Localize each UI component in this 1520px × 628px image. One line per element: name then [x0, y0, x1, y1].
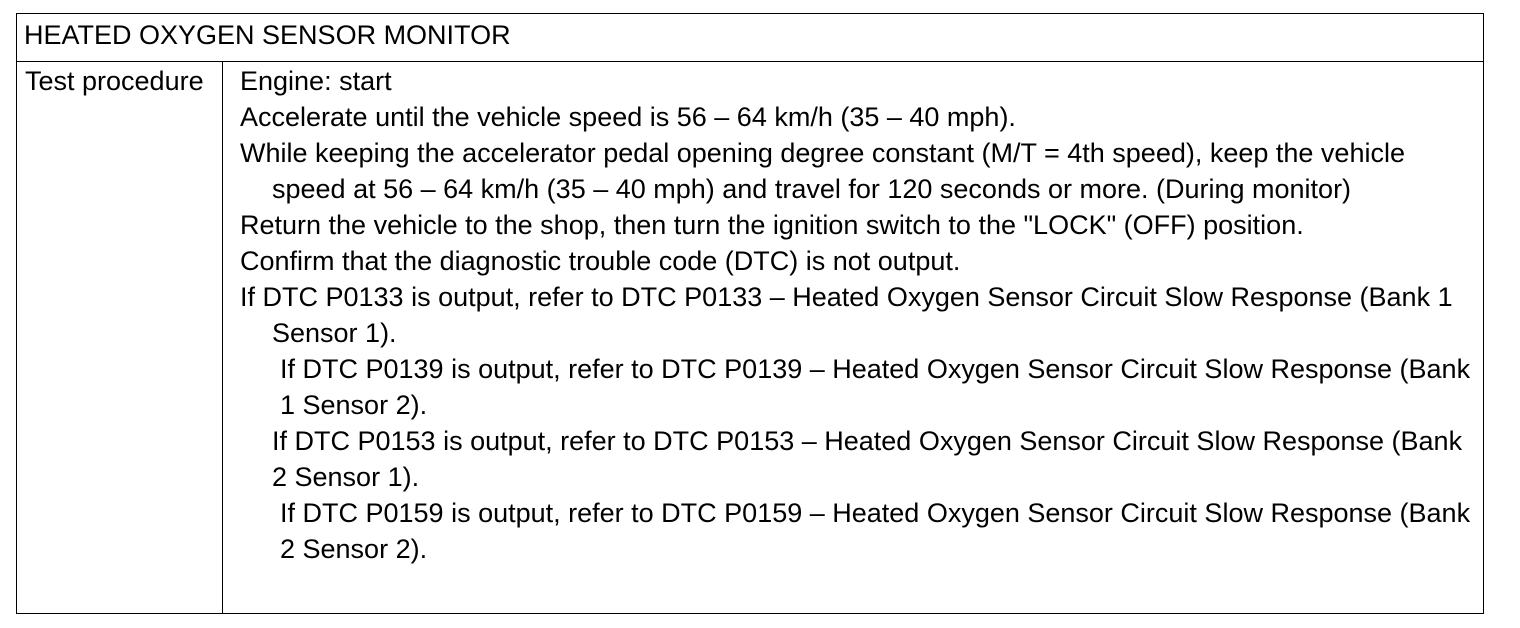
dtc-p0159-instruction: If DTC P0159 is output, refer to DTC P0159 – Heated Oxygen Sensor Circuit Slow Response (Bank 2 Sensor 2).	[280, 498, 1471, 564]
row-label-cell	[17, 62, 223, 613]
procedure-step-5: Confirm that the diagnostic trouble code (DTC) is not output.	[240, 246, 961, 276]
procedure-step-1: Engine: start	[240, 66, 392, 96]
monitor-table	[16, 13, 1484, 614]
table-title: HEATED OXYGEN SENSOR MONITOR	[24, 20, 511, 50]
procedure-steps	[240, 63, 1480, 567]
procedure-step-4: Return the vehicle to the shop, then turn the ignition switch to the "LOCK" (OFF) position.	[240, 210, 1304, 240]
procedure-step-2: Accelerate until the vehicle speed is 56 – 64 km/h (35 – 40 mph).	[240, 102, 1016, 132]
table-title-row	[17, 14, 1483, 62]
procedure-content-cell	[223, 62, 1483, 613]
dtc-p0153-instruction: If DTC P0153 is output, refer to DTC P0153 – Heated Oxygen Sensor Circuit Slow Response (Bank 2 Sensor 1).	[272, 426, 1463, 492]
row-label-test-procedure: Test procedure	[25, 66, 204, 96]
dtc-p0133-instruction: If DTC P0133 is output, refer to DTC P0133 – Heated Oxygen Sensor Circuit Slow Response (Bank 1 Sensor 1).	[240, 282, 1453, 348]
procedure-step-6	[240, 279, 1480, 567]
dtc-p0139-instruction: If DTC P0139 is output, refer to DTC P0139 – Heated Oxygen Sensor Circuit Slow Response (Bank 1 Sensor 2).	[280, 354, 1471, 420]
procedure-step-3: While keeping the accelerator pedal opening degree constant (M/T = 4th speed), keep the vehicle speed at 56 – 64 km/h (35 – 40 mph) and travel for 120 seconds or more. (During monitor)	[240, 138, 1405, 204]
